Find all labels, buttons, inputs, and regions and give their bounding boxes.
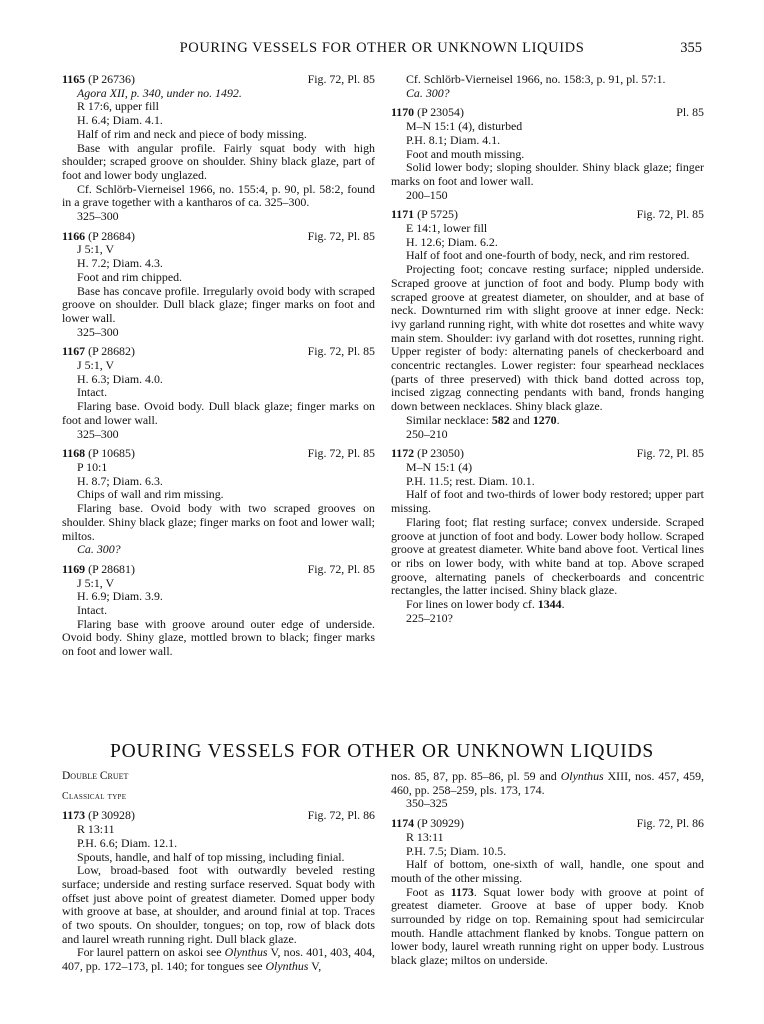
condition: Half of foot and two-thirds of lower body restored; upper part missing. — [391, 487, 704, 516]
section-title: POURING VESSELS FOR OTHER OR UNKNOWN LIQUIDS — [109, 741, 655, 762]
comparanda: For laurel pattern on askoi see Olynthus V, nos. 401, 403, 404, 407, pp. 172–173, pl. 140; for tongues see Olynthus V, — [62, 945, 375, 974]
dimensions: P.H. 8.1; Diam. 4.1. — [406, 132, 501, 147]
dimensions: H. 8.7; Diam. 6.3. — [77, 473, 163, 488]
figure-ref: Fig. 72, Pl. 86 — [636, 816, 704, 831]
running-header — [62, 40, 702, 60]
entry-heading — [62, 809, 375, 823]
deposit-context: P 10:1 — [77, 459, 108, 474]
entry-heading — [62, 447, 375, 461]
catalog-entry — [62, 230, 375, 340]
inventory-number: (P 23050) — [417, 446, 464, 461]
entry-number: 1167 — [62, 344, 86, 359]
comparanda: Cf. Schlörb-Vierneisel 1966, no. 155:4, p. 90, pl. 58:2, found in a grave together with a kantharos of ca. 325–300. — [62, 181, 375, 210]
dimensions: H. 12.6; Diam. 6.2. — [406, 234, 498, 249]
condition: Intact. — [77, 603, 108, 618]
catalog-entry — [62, 809, 375, 973]
inventory-number: (P 26736) — [88, 72, 135, 86]
date: Ca. 300? — [406, 85, 450, 100]
cross-ref: 1344 — [537, 597, 562, 612]
inventory-number: (P 5725) — [417, 207, 458, 222]
page-number: 355 — [680, 40, 702, 56]
date: 350–325 — [406, 796, 448, 811]
right-column-lower — [391, 770, 704, 974]
entry-number: 1173 — [62, 808, 86, 823]
condition: Half of foot and one-fourth of body, neck, and rim restored. — [406, 248, 690, 263]
figure-ref: Fig. 72, Pl. 85 — [636, 207, 704, 222]
dimensions: P.H. 11.5; rest. Diam. 10.1. — [406, 473, 535, 488]
figure-ref: Pl. 85 — [676, 105, 704, 120]
comparanda: Cf. Schlörb-Vierneisel 1966, no. 158:3, p. 91, pl. 57:1. — [406, 72, 666, 86]
description: Low, broad-based foot with outwardly beveled resting surface; underside and resting surface reserved. Squat body with offset just above point of greatest diameter. Domed upper body with groove at base, at shoulder, and around finial at top. Traces of two spouts. On shoulder, tongues; on top, row of black dots and laurel wreath running right. Dull black glaze. — [62, 863, 375, 946]
date: 325–300 — [77, 324, 119, 339]
figure-ref: Fig. 72, Pl. 85 — [307, 561, 375, 576]
figure-ref: Fig. 72, Pl. 85 — [307, 344, 375, 359]
publication-ref: Agora XII, p. 340, under no. 1492. — [77, 85, 242, 100]
figure-ref: Fig. 72, Pl. 85 — [307, 72, 375, 86]
date: 325–300 — [77, 426, 119, 441]
entry-number: 1172 — [391, 446, 415, 461]
entry-heading — [391, 817, 704, 831]
figure-ref: Fig. 72, Pl. 85 — [307, 446, 375, 461]
comparanda-continued: nos. 85, 87, pp. 85–86, pl. 59 and Olynthus XIII, nos. 457, 459, 460, pp. 258–259, pls. 173, 174. — [391, 769, 705, 797]
deposit-context: R 13:11 — [406, 829, 444, 844]
inventory-number: (P 28681) — [88, 561, 135, 576]
entry-heading — [62, 230, 375, 244]
catalog-entry — [62, 447, 375, 557]
dimensions: H. 6.4; Diam. 4.1. — [77, 113, 163, 128]
description: Base with angular profile. Fairly squat body with high shoulder; scraped groove on shoulder. Shiny black glaze, part of foot and lower body unglazed. — [62, 140, 375, 182]
inventory-number: (P 30929) — [417, 816, 464, 831]
catalog-entry — [62, 345, 375, 441]
deposit-context: M–N 15:1 (4) — [406, 459, 473, 474]
entry-heading — [62, 563, 375, 577]
figure-ref: Fig. 72, Pl. 86 — [307, 808, 375, 823]
figure-ref: Fig. 72, Pl. 85 — [636, 446, 704, 461]
description: Foot as 1173. Squat lower body with groove at point of greatest diameter. Groove at base of upper body. Knob surrounded by ridge on top. Remaining spout had semicircular mouth. Handle attachment flanked by knobs. Tongue pattern on lower body, laurel wreath running right on upper body. Lustrous black glaze; miltos on underside. — [391, 884, 704, 968]
inventory-number: (P 23054) — [417, 105, 464, 120]
condition: Chips of wall and rim missing. — [77, 487, 224, 502]
deposit-context: R 13:11 — [77, 822, 115, 837]
inventory-number: (P 28684) — [88, 228, 135, 243]
deposit-context: J 5:1, V — [77, 242, 115, 257]
dimensions: P.H. 6.6; Diam. 12.1. — [77, 835, 178, 850]
entry-number: 1170 — [391, 105, 415, 120]
description: Projecting foot; concave resting surface; nippled underside. Scraped groove at junction of foot and body. Plump body with scraped groove at greatest diameter, on shoulder, and at base of neck. Downturned rim with slight groove at inner edge. Neck: ivy garland running right, with white dot rosettes and white wavy main stem. Shoulder: ivy garland with dot rosettes, running right. Upper register of body: alternating panels of checkerboard and concentric rectangles. Lower register: four spearhead necklaces (parts of three preserved) with thick band dotted across top, incised zigzag connecting pendants with band, fronds hanging down between necklaces. Shiny black glaze. — [391, 262, 704, 414]
deposit-context: R 17:6, upper fill — [77, 99, 159, 114]
description: Solid lower body; sloping shoulder. Shiny black glaze; finger marks on foot and lower wall. — [391, 160, 704, 188]
catalog-entry — [391, 817, 704, 968]
catalog-entry — [62, 73, 375, 224]
description: Flaring base. Ovoid body with two scraped grooves on shoulder. Shiny black glaze; finger marks on foot and lower wall; miltos. — [62, 501, 375, 543]
description: Flaring base with groove around outer edge of underside. Ovoid body. Shiny glaze, mottled brown to black; finger marks on foot and lower wall. — [62, 616, 375, 659]
inventory-number: (P 28682) — [88, 344, 135, 359]
condition: Half of rim and neck and piece of body missing. — [77, 126, 307, 141]
condition: Foot and mouth missing. — [406, 146, 525, 161]
condition: Foot and rim chipped. — [77, 269, 183, 284]
description: Flaring base. Ovoid body. Dull black glaze; finger marks on foot and lower wall. — [62, 399, 375, 427]
entry-number: 1169 — [62, 561, 86, 576]
similar-note: Similar necklace: 582 and 1270. — [406, 412, 560, 427]
dimensions: H. 7.2; Diam. 4.3. — [77, 256, 163, 271]
deposit-context: M–N 15:1 (4), disturbed — [406, 119, 523, 134]
deposit-context: E 14:1, lower fill — [406, 221, 488, 236]
figure-ref: Fig. 72, Pl. 85 — [307, 228, 375, 243]
date: 325–300 — [77, 209, 119, 224]
running-title: POURING VESSELS FOR OTHER OR UNKNOWN LIQUIDS — [179, 40, 585, 56]
right-column — [391, 73, 704, 631]
description: Flaring foot; flat resting surface; convex underside. Scraped groove at junction of foot and body. Lower body hollow. Scraped groove at greatest diameter. White band above foot. Vertical lines or ribs on lower body, with white band at top. Above scraped groove, alternating panels of checkerboards and concentric rectangles, the latter incised. Shiny black glaze. — [391, 514, 704, 598]
condition: Half of bottom, one-sixth of wall, handle, one spout and mouth of the other missing. — [391, 857, 704, 885]
entry-number: 1166 — [62, 228, 86, 243]
cross-ref: 1173 — [450, 884, 474, 899]
catalog-entry — [62, 563, 375, 659]
catalog-entry — [391, 447, 704, 625]
date: 200–150 — [406, 187, 448, 202]
date: Ca. 300? — [77, 542, 121, 557]
date: 250–210 — [406, 426, 448, 441]
condition: Spouts, handle, and half of top missing, including finial. — [77, 849, 345, 864]
deposit-context: J 5:1, V — [77, 358, 115, 373]
date: 225–210? — [406, 610, 453, 625]
deposit-context: J 5:1, V — [77, 575, 115, 590]
entry-number: 1171 — [391, 207, 415, 222]
dimensions: P.H. 7.5; Diam. 10.5. — [406, 843, 507, 858]
entry-heading — [62, 73, 375, 87]
entry-number: 1165 — [62, 72, 86, 86]
entry-heading — [391, 208, 704, 222]
entry-number: 1168 — [62, 446, 86, 461]
entry-heading — [391, 447, 704, 461]
inventory-number: (P 10685) — [88, 446, 135, 461]
entry-number: 1174 — [391, 816, 415, 831]
subsection-heading: Double Cruet — [62, 770, 129, 782]
left-column — [62, 73, 375, 665]
subsubsection-heading: Classical type — [62, 790, 127, 802]
inventory-number: (P 30928) — [88, 808, 135, 823]
cross-ref: 582 — [491, 412, 510, 427]
lines-note: For lines on lower body cf. 1344. — [406, 597, 565, 612]
left-column-lower — [62, 770, 375, 980]
cross-ref: 1270 — [532, 412, 557, 427]
entry-heading — [391, 106, 704, 120]
condition: Intact. — [77, 385, 108, 400]
entry-heading — [62, 345, 375, 359]
dimensions: H. 6.3; Diam. 4.0. — [77, 371, 163, 386]
dimensions: H. 6.9; Diam. 3.9. — [77, 589, 163, 604]
catalog-entry — [391, 208, 704, 441]
catalog-entry — [391, 106, 704, 202]
description: Base has concave profile. Irregularly ovoid body with scraped groove on shoulder. Dull black glaze; finger marks on foot and lower wall. — [62, 283, 375, 325]
